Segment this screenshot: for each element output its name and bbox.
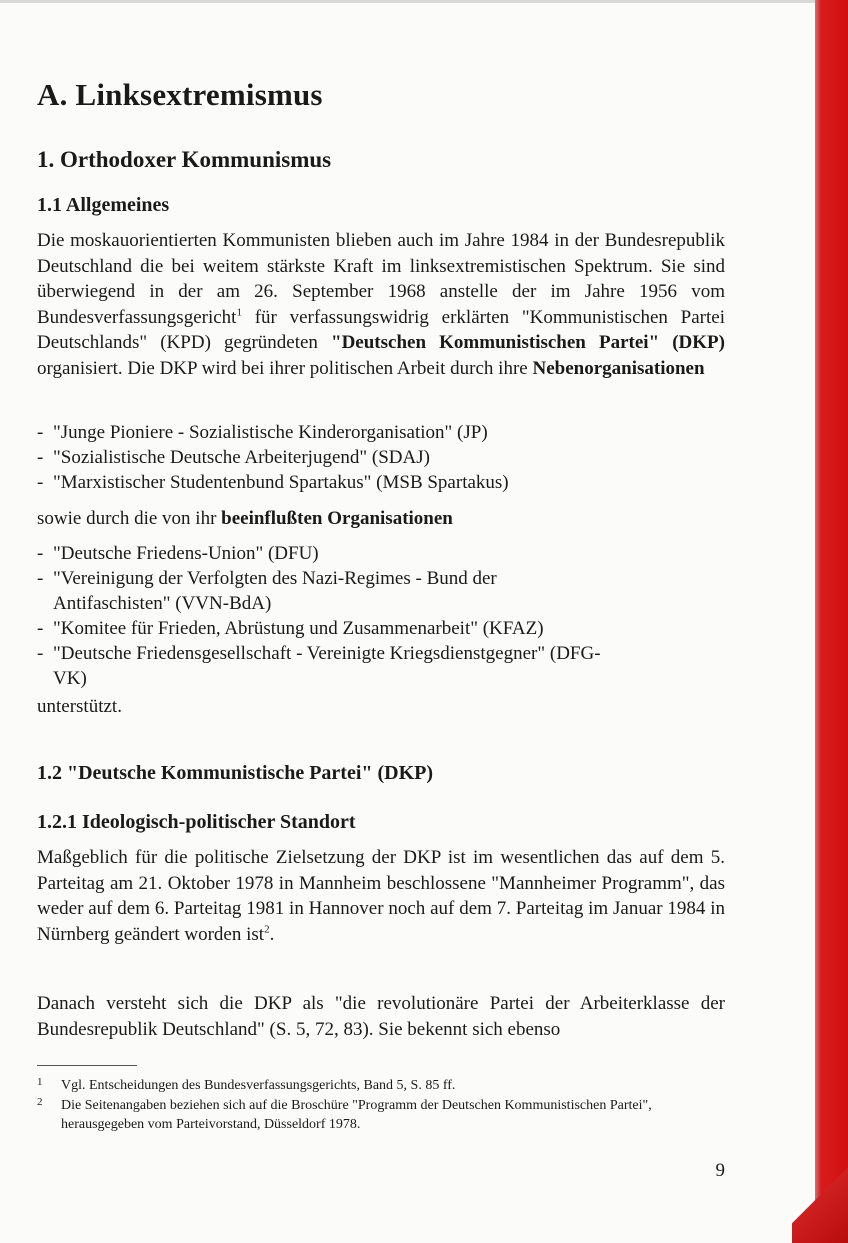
list-item <box>37 470 509 495</box>
footnote-separator <box>37 1065 137 1066</box>
list-item-text: "Deutsche Friedensgesellschaft - Vereinigte Kriegsdienstgegner" (DFG-VK) <box>53 643 601 689</box>
nebenorganisationen-bold: Nebenorganisationen <box>532 357 705 379</box>
section-heading: 1. Orthodoxer Kommunismus <box>37 147 332 172</box>
intro-text-b: für verfassungswidrig erklärten "Kommunistischen Partei Deutschlands" (KPD) gegründeten <box>37 306 725 353</box>
side-organizations-list <box>37 420 509 495</box>
transition-text: sowie durch die von ihr <box>37 508 222 529</box>
list-item-text: "Komitee für Frieden, Abrüstung und Zusammenarbeit" (KFAZ) <box>53 618 544 639</box>
program-text-end: . <box>269 923 275 945</box>
page-number: 9 <box>715 1160 725 1181</box>
list-item <box>37 616 613 641</box>
list-item-text: "Vereinigung der Verfolgten des Nazi-Regimes - Bund der Antifaschisten" (VVN-BdA) <box>53 568 497 614</box>
subsection-heading-1-2-1: 1.2.1 Ideologisch-politischer Standort <box>37 811 356 833</box>
list-dash: - <box>37 568 44 589</box>
footnote-number: 2 <box>37 1096 43 1108</box>
list-item <box>37 566 613 616</box>
footnote-ref-2: 2 <box>264 923 270 936</box>
closing-word: unterstützt. <box>37 696 122 717</box>
red-page-edge <box>815 0 848 1243</box>
footnote-1 <box>37 1076 725 1095</box>
footnotes <box>37 1076 725 1134</box>
list-item-text: "Deutsche Friedens-Union" (DFU) <box>53 543 319 564</box>
list-item <box>37 420 509 445</box>
list-dash: - <box>37 422 44 443</box>
list-item-text: "Sozialistische Deutsche Arbeiterjugend" (SDAJ) <box>53 447 430 468</box>
self-image-paragraph: Danach versteht sich die DKP als "die revolutionäre Partei der Arbeiterklasse der Bundesrepublik Deutschland" (S. 5, 72, 83). Sie bekennt sich ebenso <box>37 993 725 1040</box>
program-text: Maßgeblich für die politische Zielsetzung der DKP ist im wesentlichen das auf dem 5. Parteitag am 21. Oktober 1978 in Mannheim beschlossene "Mannheimer Programm", das weder auf dem 6. Parteitag 1981 in Hannover noch auf dem 7. Parteitag im Januar 1984 in Nürnberg geändert worden ist <box>37 847 725 945</box>
footnote-number: 1 <box>37 1076 43 1088</box>
footnote-2 <box>37 1096 725 1134</box>
list-dash: - <box>37 643 44 664</box>
list-item <box>37 445 509 470</box>
list-dash: - <box>37 447 44 468</box>
list-dash: - <box>37 543 44 564</box>
program-paragraph <box>37 845 725 947</box>
list-dash: - <box>37 618 44 639</box>
influenced-organizations-list <box>37 541 613 691</box>
footnote-text: Vgl. Entscheidungen des Bundesverfassungsgerichts, Band 5, S. 85 ff. <box>61 1078 456 1093</box>
page-top-edge <box>0 0 848 3</box>
intro-text-a: Die moskauorientierten Kommunisten blieben auch im Jahre 1984 in der Bundesrepublik Deutschland die bei weitem stärkste Kraft im linksextremistischen Spektrum. Sie sind überwiegend in der am 26. September 1968 anstelle der im Jahre 1956 vom Bundesverfassungsgericht <box>37 230 725 328</box>
subsection-heading-1-1: 1.1 Allgemeines <box>37 194 170 216</box>
list-dash: - <box>37 472 44 493</box>
dkp-name-bold: "Deutschen Kommunistischen Partei" (DKP) <box>331 332 725 353</box>
list-item-text: "Junge Pioniere - Sozialistische Kinderorganisation" (JP) <box>53 422 488 443</box>
list-item <box>37 541 613 566</box>
list-item <box>37 641 613 691</box>
influenced-orgs-bold: beeinflußten Organisationen <box>221 508 453 529</box>
list-item-text: "Marxistischer Studentenbund Spartakus" (MSB Spartakus) <box>53 472 509 493</box>
intro-text-c: organisiert. Die DKP wird bei ihrer politischen Arbeit durch ihre <box>37 357 533 379</box>
red-edge-fold <box>792 1160 848 1243</box>
intro-paragraph <box>37 228 725 381</box>
subsection-heading-1-2: 1.2 "Deutsche Kommunistische Partei" (DKP) <box>37 762 434 784</box>
influenced-orgs-intro <box>37 506 453 531</box>
footnote-text: Die Seitenangaben beziehen sich auf die Broschüre "Programm der Deutschen Kommunistischen Partei", herausgegeben vom Parteivorstand, Düsseldorf 1978. <box>61 1098 652 1132</box>
chapter-heading: A. Linksextremismus <box>37 77 323 112</box>
footnote-ref-1: 1 <box>236 306 242 319</box>
